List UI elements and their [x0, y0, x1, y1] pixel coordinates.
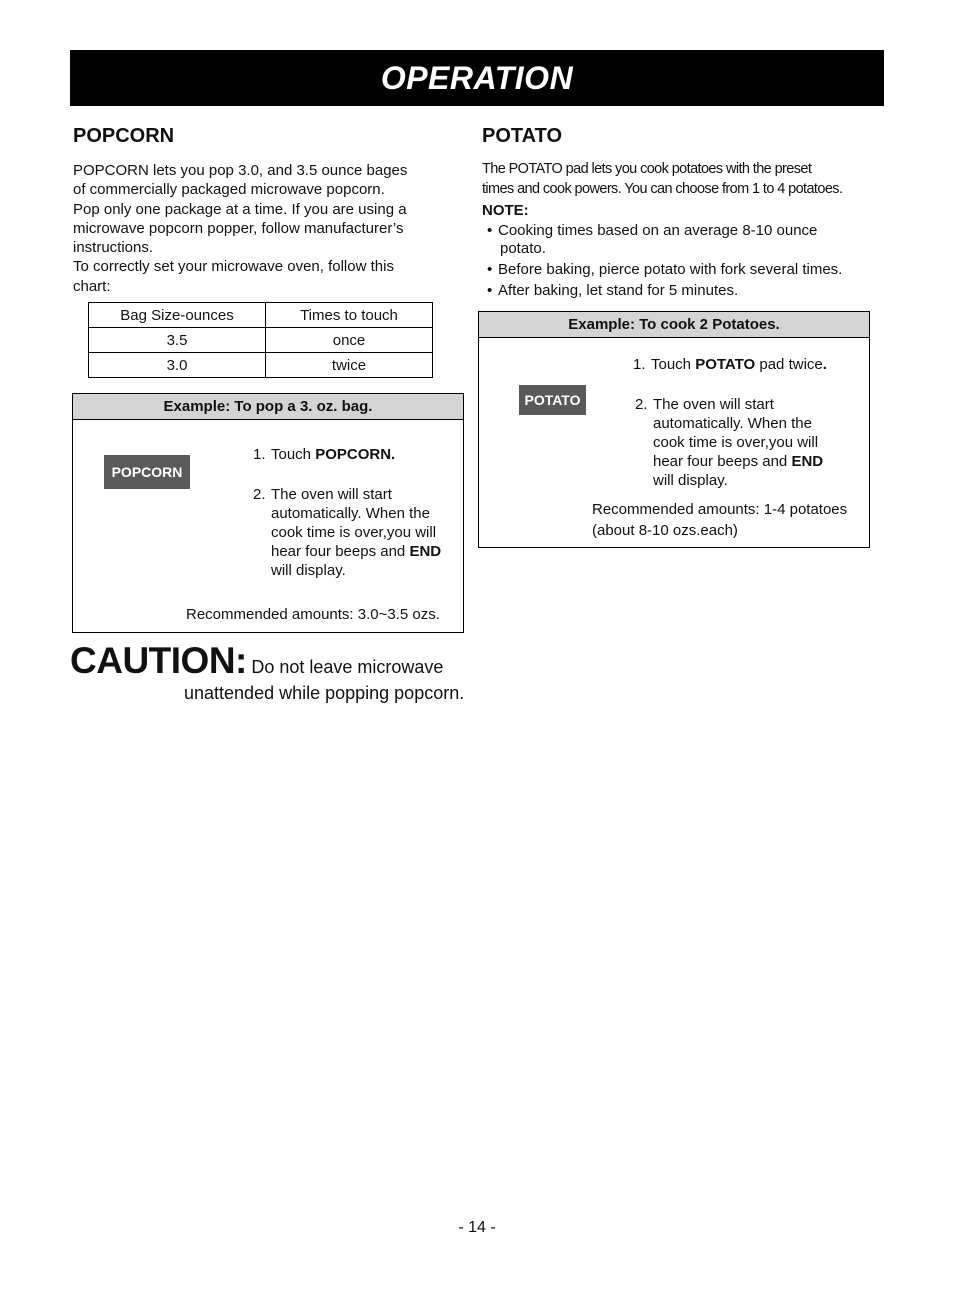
step-text-plain: hear four beeps and	[653, 453, 792, 470]
popcorn-recommended: Recommended amounts: 3.0~3.5 ozs.	[186, 606, 440, 623]
potato-intro-line: The POTATO pad lets you cook potatoes with the preset	[482, 161, 812, 177]
popcorn-example-title: Example: To pop a 3. oz. bag.	[73, 394, 463, 420]
potato-recommended	[592, 499, 867, 541]
list-item	[484, 222, 874, 258]
popcorn-pad-button[interactable]: POPCORN	[104, 455, 190, 489]
step-number: 1.	[633, 356, 646, 373]
potato-heading: POTATO	[482, 125, 562, 147]
step-line: automatically. When the	[271, 505, 430, 522]
popcorn-intro-line: Pop only one package at a time. If you are using a	[73, 200, 407, 218]
page-number: - 14 -	[458, 1219, 496, 1236]
potato-intro	[482, 160, 882, 199]
step-line: The oven will start	[271, 486, 392, 503]
note-label: NOTE:	[482, 202, 529, 219]
caution-text: Do not leave microwave	[251, 657, 444, 677]
step-number: 2.	[635, 396, 648, 413]
popcorn-step-1	[253, 445, 463, 465]
step-number: 2.	[253, 486, 266, 503]
recommended-line: (about 8-10 ozs.each)	[592, 522, 738, 539]
step-text	[271, 445, 395, 464]
step-text	[651, 355, 827, 374]
table-cell: 3.5	[89, 328, 266, 353]
popcorn-intro-line: To correctly set your microwave oven, follow this	[73, 258, 394, 276]
bullet: •	[487, 261, 493, 278]
page-banner	[70, 50, 884, 106]
potato-example-box	[478, 311, 870, 548]
potato-intro-line: times and cook powers. You can choose from 1 to 4 potatoes.	[482, 180, 843, 197]
popcorn-heading: POPCORN	[73, 125, 175, 147]
table-header: Bag Size-ounces	[89, 303, 266, 328]
step-text	[271, 485, 441, 580]
step-number: 1.	[253, 446, 266, 463]
note-line: Before baking, pierce potato with fork several times.	[498, 261, 843, 278]
bullet: •	[487, 282, 493, 299]
caution-line-2: unattended while popping popcorn.	[184, 683, 465, 703]
caution-line-1	[70, 640, 443, 682]
step-line	[653, 452, 823, 471]
popcorn-example-box	[72, 393, 464, 633]
table-header: Times to touch	[266, 303, 433, 328]
step-text-bold: .	[822, 356, 827, 373]
popcorn-intro-line: instructions.	[73, 239, 154, 257]
step-line: will display.	[653, 472, 728, 489]
table-header-row	[89, 303, 433, 328]
list-item	[484, 261, 874, 279]
table-cell: 3.0	[89, 353, 266, 378]
table-cell: once	[266, 328, 433, 353]
note-line: After baking, let stand for 5 minutes.	[498, 282, 739, 299]
step-text-plain: Touch	[271, 446, 316, 463]
step-text-plain: hear four beeps and	[271, 543, 410, 560]
popcorn-intro-line: POPCORN lets you pop 3.0, and 3.5 ounce bages	[73, 162, 408, 179]
potato-step-1	[633, 355, 863, 375]
step-line: automatically. When the	[653, 415, 812, 432]
step-line: will display.	[271, 562, 346, 579]
popcorn-intro	[73, 161, 453, 296]
bullet: •	[487, 222, 493, 239]
step-line: The oven will start	[653, 396, 774, 413]
popcorn-intro-line: microwave popcorn popper, follow manufacturer’s	[73, 219, 404, 237]
table-cell: twice	[266, 353, 433, 378]
potato-example-title: Example: To cook 2 Potatoes.	[479, 312, 869, 338]
step-text-bold: POPCORN.	[315, 446, 396, 463]
step-text	[653, 395, 823, 490]
potato-step-2	[635, 395, 865, 495]
caution-label: CAUTION:	[70, 640, 247, 681]
step-text-plain: pad twice	[755, 356, 823, 373]
step-text-plain: Touch	[651, 356, 696, 373]
step-line	[271, 542, 441, 561]
banner-title: OPERATION	[380, 59, 574, 96]
step-text-bold: END	[791, 453, 824, 470]
step-text-bold: END	[409, 543, 442, 560]
potato-notes-list	[484, 222, 874, 303]
popcorn-intro-line: chart:	[73, 277, 111, 295]
note-line: potato.	[500, 240, 546, 257]
list-item	[484, 282, 874, 300]
potato-pad-button[interactable]: POTATO	[519, 385, 586, 415]
note-line: Cooking times based on an average 8-10 ounce	[498, 222, 818, 239]
step-line: cook time is over,you will	[271, 524, 437, 541]
step-line: cook time is over,you will	[653, 434, 819, 451]
popcorn-step-2	[253, 485, 463, 585]
popcorn-chart-table	[88, 302, 433, 378]
table-row	[89, 353, 433, 378]
popcorn-intro-line: of commercially packaged microwave popcorn.	[73, 181, 385, 199]
step-text-bold: POTATO	[695, 356, 756, 373]
recommended-line: Recommended amounts: 1-4 potatoes	[592, 501, 848, 518]
table-row	[89, 328, 433, 353]
